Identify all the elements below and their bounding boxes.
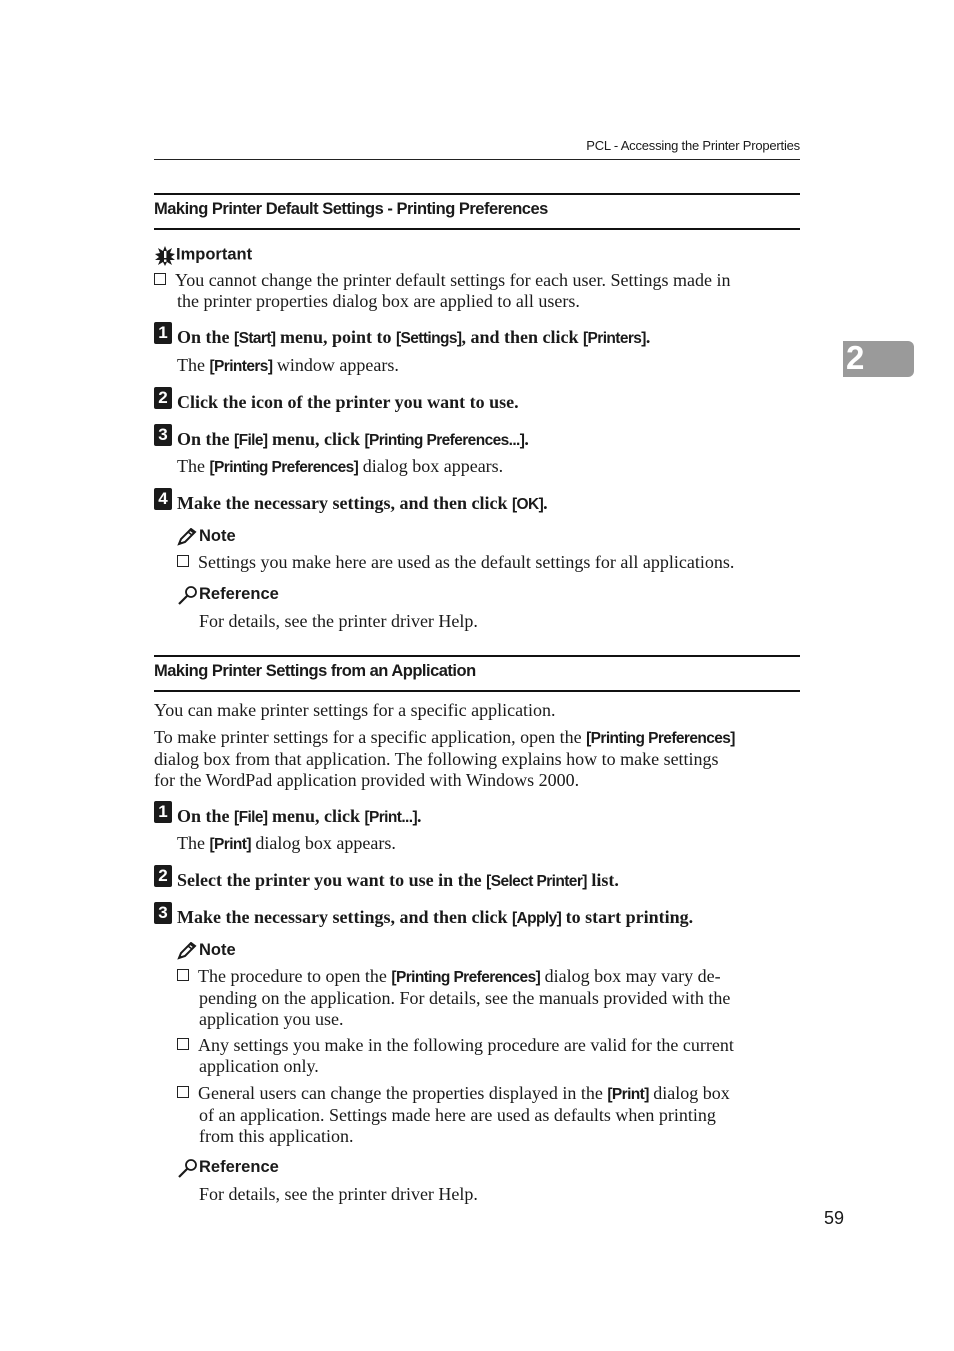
checkbox-bullet-icon [177,1086,189,1098]
step-2: Click the icon of the printer you want to use. [177,392,519,412]
section2-paragraph-1: You can make printer settings for a specific application. [154,700,556,720]
checkbox-bullet-icon [154,273,166,285]
important-item: You cannot change the printer default settings for each user. Settings made in the printer properties dialog box are applied to all users. [154,270,800,312]
pencil-icon [177,528,199,546]
running-head: PCL - Accessing the Printer Properties [586,138,800,153]
section2-paragraph-2: To make printer settings for a specific application, open the [Printing Preferences] dialog box from that application. The following explains how to make settings for the WordPad application provided with Windows 2000. [154,727,735,790]
s2-step-1-result: The [Print] dialog box appears. [177,833,396,853]
step-3: On the [File] menu, click [Printing Preferences...]. [177,429,529,449]
important-label: Important [176,245,253,264]
s2-note-item-3: General users can change the properties displayed in the [Print] dialog box of an application. Settings made here are used as defaults when printing from this application. [177,1083,800,1147]
s2-step-3: Make the necessary settings, and then click [Apply] to start printing. [177,907,694,927]
section2-title: Making Printer Settings from an Application [154,662,476,680]
section1-title: Making Printer Default Settings - Printing Preferences [154,200,548,218]
section1-bottom-rule [154,228,800,230]
s2-step-number-3: 3 [154,902,172,924]
header-rule [154,159,800,160]
reference-label: Reference [199,585,279,603]
magnifier-icon [177,585,199,605]
section2-bottom-rule [154,690,800,692]
step-number-1: 1 [154,322,172,344]
important-icon [154,245,176,267]
s2-step-number-1: 1 [154,801,172,823]
checkbox-bullet-icon [177,555,189,567]
s2-note-heading [177,941,236,960]
step-number-2: 2 [154,387,172,409]
step-1-result: The [Printers] window appears. [177,355,399,375]
page-number: 59 [824,1208,845,1228]
important-heading [154,245,252,267]
reference-heading [177,585,279,605]
s2-reference-label: Reference [199,1158,279,1176]
step-4: Make the necessary settings, and then click [OK]. [177,493,548,513]
chapter-tab-number: 2 [846,339,865,376]
note-heading [177,527,236,546]
note-item: Settings you make here are used as the default settings for all applications. [177,552,734,573]
s2-step-2: Select the printer you want to use in the [Select Printer] list. [177,870,619,890]
pencil-icon [177,942,199,960]
s2-note-item-1: The procedure to open the [Printing Preferences] dialog box may vary de- pending on the application. For details, see the manuals provided with the application you use. [177,966,800,1030]
s2-step-number-2: 2 [154,865,172,887]
step-3-result: The [Printing Preferences] dialog box appears. [177,456,504,476]
step-number-4: 4 [154,488,172,510]
step-1: On the [Start] menu, point to [Settings], and then click [Printers]. [177,327,651,347]
s2-reference-text: For details, see the printer driver Help. [199,1184,478,1204]
section1-top-rule [154,193,800,195]
step-number-3: 3 [154,424,172,446]
checkbox-bullet-icon [177,1038,189,1050]
s2-note-item-2: Any settings you make in the following procedure are valid for the current application only. [177,1035,800,1077]
magnifier-icon [177,1158,199,1178]
s2-step-1: On the [File] menu, click [Print...]. [177,806,422,826]
s2-note-label: Note [199,941,236,959]
reference-text: For details, see the printer driver Help. [199,611,478,631]
s2-reference-heading [177,1158,279,1178]
checkbox-bullet-icon [177,969,189,981]
note-label: Note [199,527,236,545]
section2-top-rule [154,655,800,657]
